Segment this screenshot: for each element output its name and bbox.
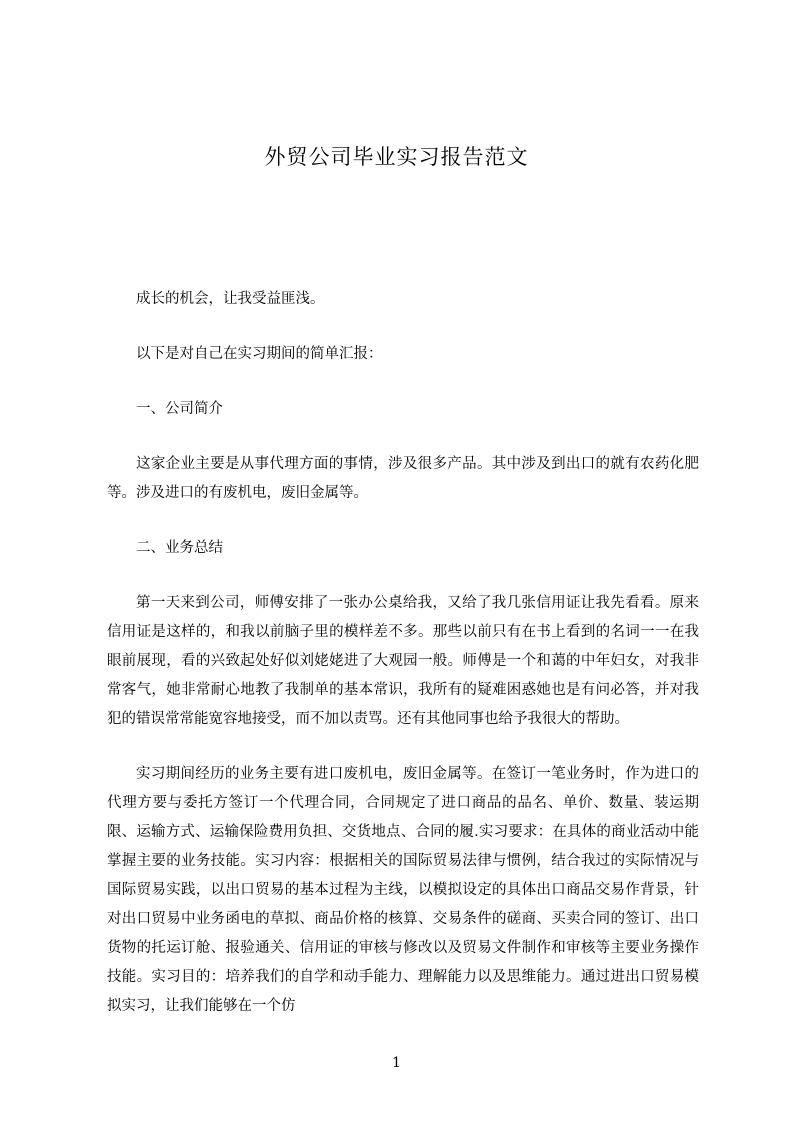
paragraph-business-details: 实习期间经历的业务主要有进口废机电，废旧金属等。在签订一笔业务时，作为进口的代理方要与委托方签订一个代理合同，合同规定了进口商品的品名、单价、数量、装运期限、运输方式、运输保险费用负担、交货地点、合同的履.实习要求：在具体的商业活动中能掌握主要的业务技能。实习内容：根据相关的国际贸易法律与惯例，结合我过的实际情况与国际贸易实践，以出口贸易的基本过程为主线，以模拟设定的具体出口商品交易作背景，针对出口贸易中业务函电的草拟、商品价格的核算、交易条件的磋商、买卖合同的签订、出口货物的托运订舱、报验通关、信用证的审核与修改以及贸易文件制作和审核等主要业务操作技能。实习目的：培养我们的自学和动手能力、理解能力以及思维能力。通过进出口贸易模拟实习，让我们能够在一个仿: [107, 766, 699, 1014]
paragraph-company-intro: 这家企业主要是从事代理方面的事情，涉及很多产品。其中涉及到出口的就有农药化肥等。涉及进口的有废机电，废旧金属等。: [107, 456, 699, 501]
document-title: 外贸公司毕业实习报告范文: [264, 145, 529, 169]
paragraph-first-day: 第一天来到公司，师傅安排了一张办公桌给我，又给了我几张信用证让我先看看。原来信用证是这样的，和我以前脑子里的模样差不多。那些以前只有在书上看到的名词一一在我眼前展现，看的兴致起处好似刘姥姥进了大观园一般。师傅是一个和蔼的中年妇女，对我非常客气，她非常耐心地教了我制单的基本常识，我所有的疑难困惑她也是有问必答，并对我犯的错误常常能宽容地接受，而不加以责骂。还有其他同事也给予我很大的帮助。: [107, 595, 699, 727]
document-body: [107, 285, 699, 1047]
page-number: 1: [392, 1055, 401, 1071]
section-heading-company: 一、公司简介: [136, 401, 223, 417]
paragraph-opening: 成长的机会，让我受益匪浅。: [136, 291, 325, 307]
paragraph-intro: 以下是对自己在实习期间的简单汇报：: [136, 346, 383, 362]
section-heading-business: 二、业务总结: [136, 540, 223, 556]
